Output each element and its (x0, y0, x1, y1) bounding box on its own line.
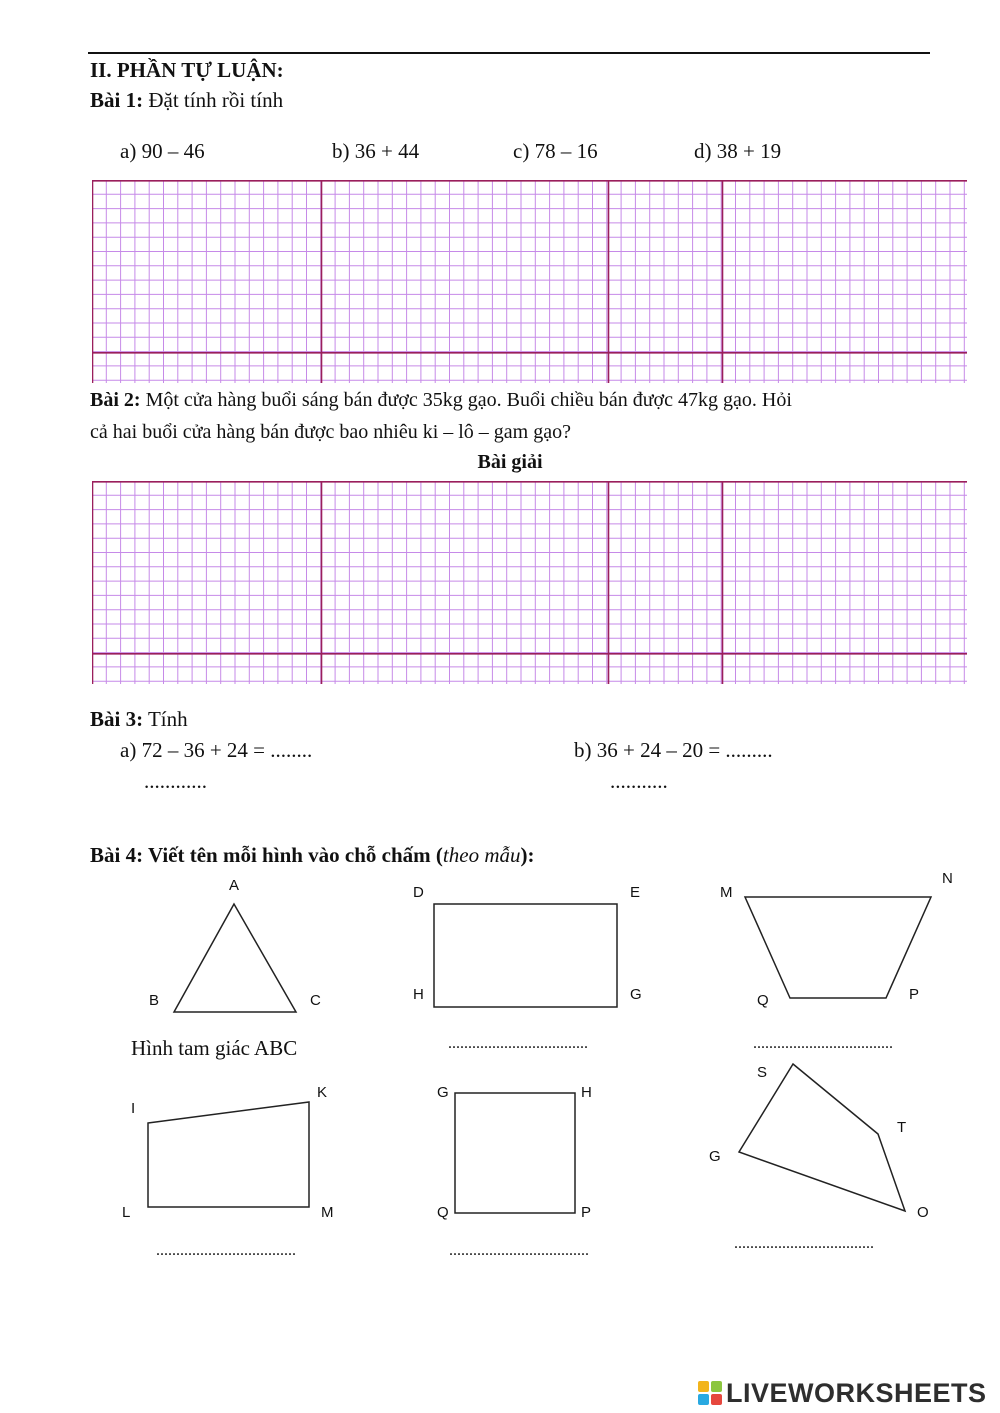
bai4-label-italic: theo mẫu (442, 843, 521, 867)
bai1-label: Bài 1: (90, 88, 144, 112)
brand-text: LIVEWORKSHEETS (726, 1377, 987, 1408)
vertex-p2: P (581, 1204, 592, 1221)
vertex-e: E (630, 884, 641, 901)
vertex-h: H (413, 986, 424, 1003)
answer-quad-stog[interactable]: ................................... (734, 1235, 874, 1252)
answer-square[interactable]: ................................... (449, 1242, 589, 1259)
section-title: II. PHẦN TỰ LUẬN: (90, 58, 284, 82)
quadrilateral-stog (739, 1064, 905, 1211)
vertex-m: M (720, 884, 733, 901)
bai4-label: Bài 4: Viết tên mỗi hình vào chỗ chấm ( (90, 843, 443, 867)
quadrilateral-iklm (148, 1102, 309, 1207)
bai3-a-dots[interactable]: ............ (144, 769, 207, 793)
bai3-b-dots[interactable]: ........... (610, 769, 668, 793)
vertex-g3: G (709, 1148, 721, 1165)
rectangle-dehg (434, 904, 617, 1007)
bai3-instruction: Tính (147, 707, 188, 731)
bai3-item-b[interactable]: b) 36 + 24 – 20 = ......... (574, 738, 773, 762)
vertex-p: P (909, 986, 920, 1003)
liveworksheets-logo (698, 1376, 987, 1410)
vertex-a: A (229, 877, 240, 894)
square-ghpq (455, 1093, 575, 1213)
vertex-c: C (310, 992, 321, 1009)
bai2-text: Một cửa hàng buổi sáng bán được 35kg gạo. Buổi chiều bán được 47kg gạo. Hỏi (145, 389, 792, 411)
liveworksheets-icon (698, 1381, 722, 1405)
vertex-l: L (122, 1204, 131, 1221)
vertex-h2: H (581, 1084, 592, 1101)
bai1-item-d: d) 38 + 19 (694, 139, 782, 163)
bai2-line2: cả hai buổi cửa hàng bán được bao nhiêu ki – lô – gam gạo? (90, 421, 571, 443)
vertex-g2: G (437, 1084, 449, 1101)
example-answer: Hình tam giác ABC (131, 1036, 298, 1060)
vertex-g: G (630, 986, 642, 1003)
bai1-item-c: c) 78 – 16 (513, 139, 598, 163)
trapezoid-mnpq (745, 897, 931, 998)
bai1-item-b: b) 36 + 44 (332, 139, 420, 163)
bai3-label: Bài 3: (90, 707, 144, 731)
vertex-s: S (757, 1064, 768, 1081)
answer-rectangle[interactable]: ................................... (448, 1035, 588, 1052)
bai1-item-a: a) 90 – 46 (120, 139, 205, 163)
answer-quad-iklm[interactable]: ................................... (156, 1242, 296, 1259)
triangle-abc (174, 904, 296, 1012)
answer-trapezoid[interactable]: ................................... (753, 1035, 893, 1052)
vertex-k: K (317, 1084, 328, 1101)
solution-heading: Bài giải (477, 451, 543, 473)
bai4-label-end: ): (520, 843, 535, 867)
vertex-m2: M (321, 1204, 334, 1221)
vertex-d: D (413, 884, 424, 901)
vertex-t: T (897, 1119, 907, 1136)
vertex-i: I (131, 1100, 136, 1117)
bai2-label: Bài 2: (90, 389, 141, 411)
vertex-q2: Q (437, 1204, 449, 1221)
vertex-o: O (917, 1204, 929, 1221)
vertex-n: N (942, 870, 953, 887)
vertex-q: Q (757, 992, 769, 1009)
bai1-instruction: Đặt tính rồi tính (148, 88, 284, 112)
vertex-b: B (149, 992, 160, 1009)
bai3-item-a[interactable]: a) 72 – 36 + 24 = ........ (120, 738, 313, 762)
